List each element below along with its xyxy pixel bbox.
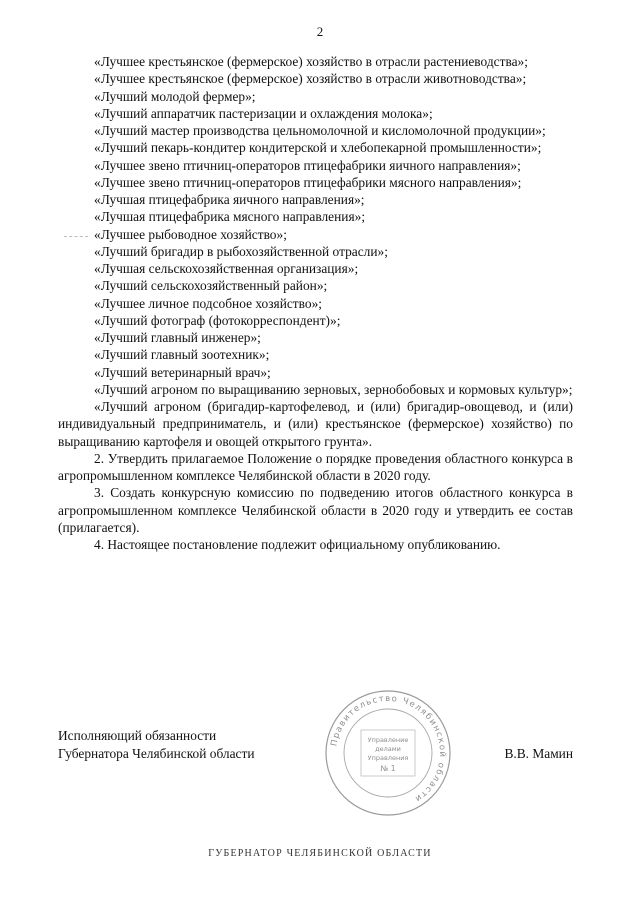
- official-seal-stamp: [313, 688, 463, 818]
- paragraph-nomination-10: «Лучшая птицефабрика мясного направления»;: [94, 209, 366, 225]
- paragraph-nomination-2: «Лучшее крестьянское (фермерское) хозяйство в отрасли животноводства»;: [94, 71, 527, 87]
- seal-line-4: № 1: [380, 764, 396, 773]
- paragraph-nomination-18: «Лучший главный зоотехник»;: [94, 347, 270, 363]
- paragraph-nomination-21: «Лучший агроном (бригадир-картофелевод, и (или) бригадир-овощевод, и (или) индивидуальный предприниматель, и (или) крестьянское (фермерское) хозяйство) по выращиванию картофеля и овощей открытого грунта».: [58, 399, 573, 449]
- paragraph-nomination-7: «Лучшее звено птичниц-операторов птицефабрики яичного направления»;: [94, 157, 521, 173]
- signatory-position-line-2: Губернатора Челябинской области: [58, 745, 255, 761]
- paragraph-nomination-17: «Лучший главный инженер»;: [94, 330, 261, 345]
- page-number: 2: [316, 24, 324, 39]
- signatory-position-line-1: Исполняющий обязанности: [58, 728, 217, 743]
- seal-line-2: делами: [375, 745, 401, 753]
- paragraph-nomination-14: «Лучший сельскохозяйственный район»;: [94, 278, 328, 294]
- paragraph-nomination-11: «Лучшее рыбоводное хозяйство»;: [94, 226, 287, 242]
- paragraph-item-2: 2. Утвердить прилагаемое Положение о порядке проведения областного конкурса в агропромышленном комплексе Челябинской области в 2020 году.: [58, 450, 573, 483]
- paragraph-nomination-19: «Лучший ветеринарный врач»;: [94, 364, 271, 380]
- paragraph-nomination-3: «Лучший молодой фермер»;: [94, 88, 256, 104]
- paragraph-item-4: 4. Настоящее постановление подлежит официальному опубликованию.: [94, 537, 501, 552]
- paragraph-nomination-16: «Лучший фотограф (фотокорреспондент)»;: [94, 312, 341, 328]
- paragraph-nomination-4: «Лучший аппаратчик пастеризации и охлаждения молока»;: [94, 105, 433, 121]
- signatory-position: [58, 727, 255, 762]
- paragraph-nomination-12: «Лучший бригадир в рыбохозяйственной отрасли»;: [94, 243, 388, 259]
- paragraph-nomination-5: «Лучший мастер производства цельномолочной и кисломолочной продукции»;: [94, 123, 546, 138]
- seal-line-3: Управления: [367, 754, 409, 762]
- paragraph-item-3: 3. Создать конкурсную комиссию по подведению итогов областного конкурса в агропромышленном комплексе Челябинской области в 2020 году и утвердить ее состав (прилагается).: [58, 485, 573, 535]
- paragraph-nomination-15: «Лучшее личное подсобное хозяйство»;: [94, 295, 323, 311]
- footer-letterhead: ГУБЕРНАТОР ЧЕЛЯБИНСКОЙ ОБЛАСТИ: [208, 848, 432, 859]
- paragraph-nomination-9: «Лучшая птицефабрика яичного направления»;: [94, 192, 365, 207]
- document-body: [58, 53, 573, 553]
- paragraph-nomination-8: «Лучшее звено птичниц-операторов птицефабрики мясного направления»;: [94, 174, 522, 190]
- seal-line-1: Управление: [367, 736, 409, 744]
- paragraph-nomination-13: «Лучшая сельскохозяйственная организация»;: [94, 261, 359, 276]
- paragraph-nomination-20: «Лучший агроном по выращиванию зерновых, зернобобовых и кормовых культур»;: [94, 381, 573, 397]
- paragraph-nomination-6: «Лучший пекарь-кондитер кондитерской и хлебопекарной промышленности»;: [94, 140, 542, 156]
- paragraph-nomination-1: «Лучшее крестьянское (фермерское) хозяйство в отрасли растениеводства»;: [94, 54, 528, 69]
- signatory-name: В.В. Мамин: [504, 745, 573, 761]
- seal-outer-text: Правительство Челябинской области: [329, 693, 448, 805]
